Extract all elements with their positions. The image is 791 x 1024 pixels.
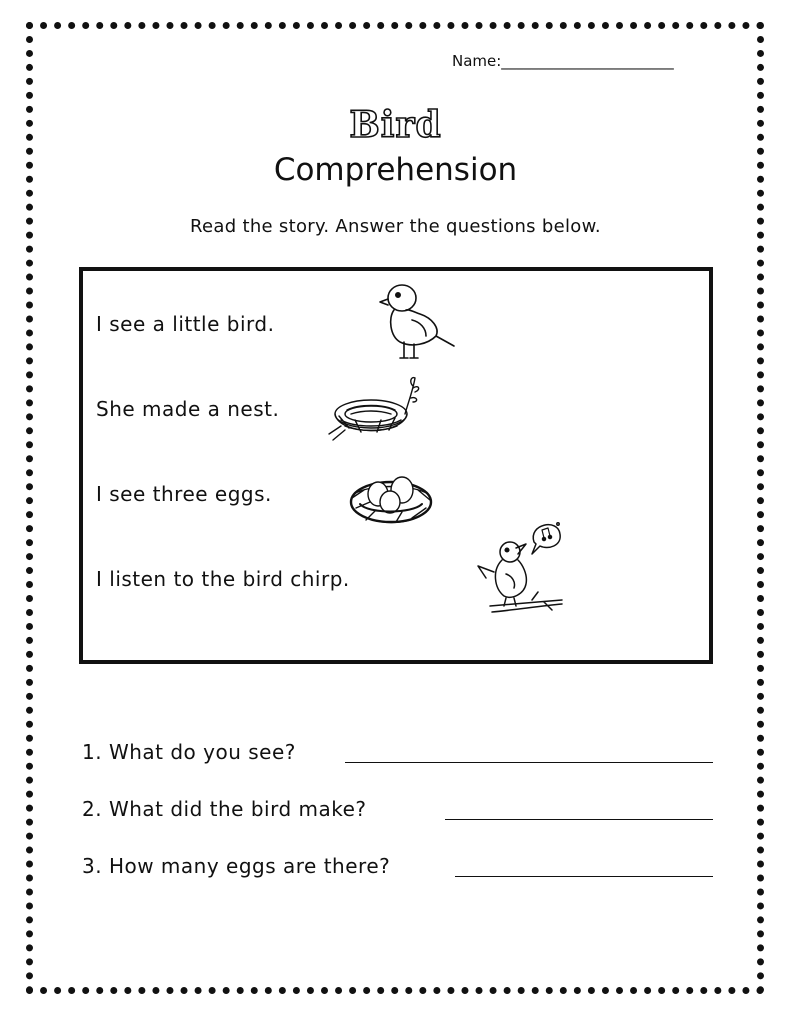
eggs-in-nest-icon — [346, 458, 436, 534]
answer-line-3[interactable] — [455, 876, 713, 877]
story-line-1: I see a little bird. — [96, 312, 275, 336]
chirping-bird-icon — [472, 514, 568, 624]
nest-icon — [325, 370, 425, 448]
page-title: Bird — [349, 104, 442, 146]
story-line-4: I listen to the bird chirp. — [96, 567, 350, 591]
question-3: 3. How many eggs are there? — [82, 854, 391, 878]
little-bird-icon — [376, 278, 462, 364]
name-field-label: Name:_______________________ — [452, 52, 674, 70]
instructions-text: Read the story. Answer the questions below. — [190, 216, 601, 237]
answer-line-2[interactable] — [445, 819, 713, 820]
page-subtitle: Comprehension — [273, 152, 518, 188]
question-1: 1. What do you see? — [82, 740, 296, 764]
answer-line-1[interactable] — [345, 762, 713, 763]
question-2: 2. What did the bird make? — [82, 797, 367, 821]
story-line-2: She made a nest. — [96, 397, 280, 421]
story-line-3: I see three eggs. — [96, 482, 272, 506]
